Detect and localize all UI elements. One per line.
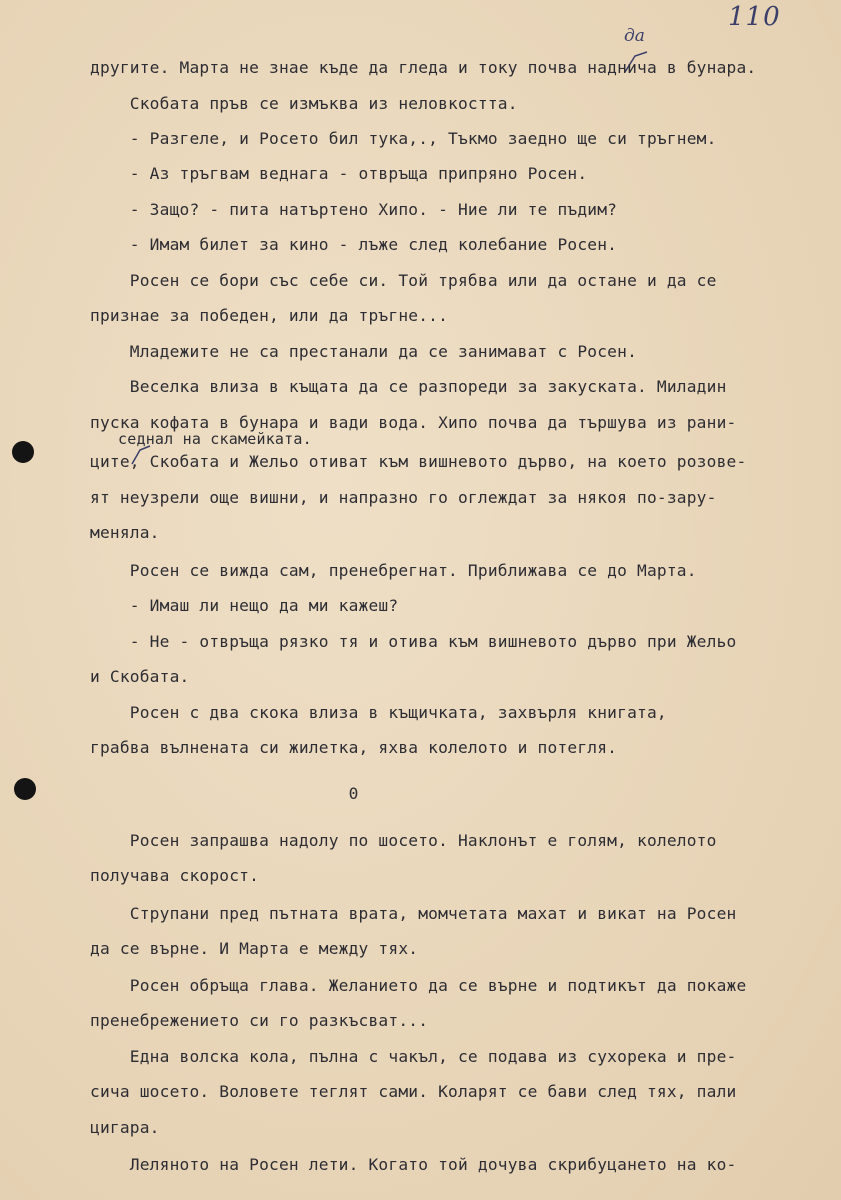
text-line: грабва вълнената си жилетка, яхва колелото и потегля. — [90, 738, 618, 757]
text-line: - Разгеле, и Росето бил тука,., Тъкмо заедно ще си тръгнем. — [90, 129, 717, 148]
text-line: Росен с два скока влиза в къщичката, захвърля книгата, — [90, 703, 667, 722]
text-line: да се върне. И Марта е между тях. — [90, 939, 419, 958]
text-line: - Имаш ли нещо да ми кажеш? — [90, 596, 399, 615]
text-line: Росен се бори със себе си. Той трябва или да остане и да се — [90, 271, 717, 290]
text-line: Веселка влиза в къщата да се разпореди за закуската. Миладин — [90, 377, 727, 396]
text-line: другите. Марта не знае къде да гледа и току почва наднича в бунара. — [90, 58, 757, 77]
text-line: - Не - отвръща рязко тя и отива към вишневото дърво при Жельо — [90, 632, 737, 651]
text-line: пренебрежението си го разкъсват... — [90, 1011, 429, 1030]
page-number: 110 — [728, 2, 781, 32]
text-line: - Защо? - пита натъртено Хипо. - Ние ли те пъдим? — [90, 200, 618, 219]
text-line: признае за победен, или да тръгне... — [90, 306, 449, 325]
punch-hole — [14, 778, 36, 800]
text-line: пуска кофата в бунара и вади вода. Хипо почва да тършува из рани- — [90, 413, 737, 432]
text-line: сича шосето. Воловете теглят сами. Коларят се бави след тях, пали — [90, 1082, 737, 1101]
text-line: ците, Скобата и Жельо отиват към вишневото дърво, на което розове- — [90, 452, 747, 471]
text-line: Скобата пръв се измъква из неловкостта. — [90, 94, 518, 113]
text-line: Една волска кола, пълна с чакъл, се подава из сухорека и пре- — [90, 1047, 737, 1066]
text-line: получава скорост. — [90, 866, 260, 885]
text-line: - Имам билет за кино - лъже след колебание Росен. — [90, 235, 618, 254]
text-line: Младежите не са престанали да се занимават с Росен. — [90, 342, 638, 361]
text-line: цигара. — [90, 1118, 160, 1137]
text-line: и Скобата. — [90, 667, 190, 686]
text-line: ят неузрели още вишни, и напразно го оглеждат за някоя по-зару- — [90, 488, 717, 507]
typed-insert: седнал на скамейката. — [118, 430, 312, 448]
section-separator: 0 — [90, 784, 359, 803]
text-line: Леляното на Росен лети. Когато той дочува скрибуцането на ко- — [90, 1155, 737, 1174]
text-line: Росен се вижда сам, пренебрегнат. Приближава се до Марта. — [90, 561, 697, 580]
text-line: Росен запрашва надолу по шосето. Наклонът е голям, колелото — [90, 831, 717, 850]
text-line: меняла. — [90, 523, 160, 542]
punch-hole — [12, 441, 34, 463]
text-line: Росен обръща глава. Желанието да се върне и подтикът да покаже — [90, 976, 747, 995]
handwritten-insert: да — [624, 26, 645, 46]
text-line: Струпани пред пътната врата, момчетата махат и викат на Росен — [90, 904, 737, 923]
text-line: - Аз тръгвам веднага - отвръща припряно Росен. — [90, 164, 588, 183]
